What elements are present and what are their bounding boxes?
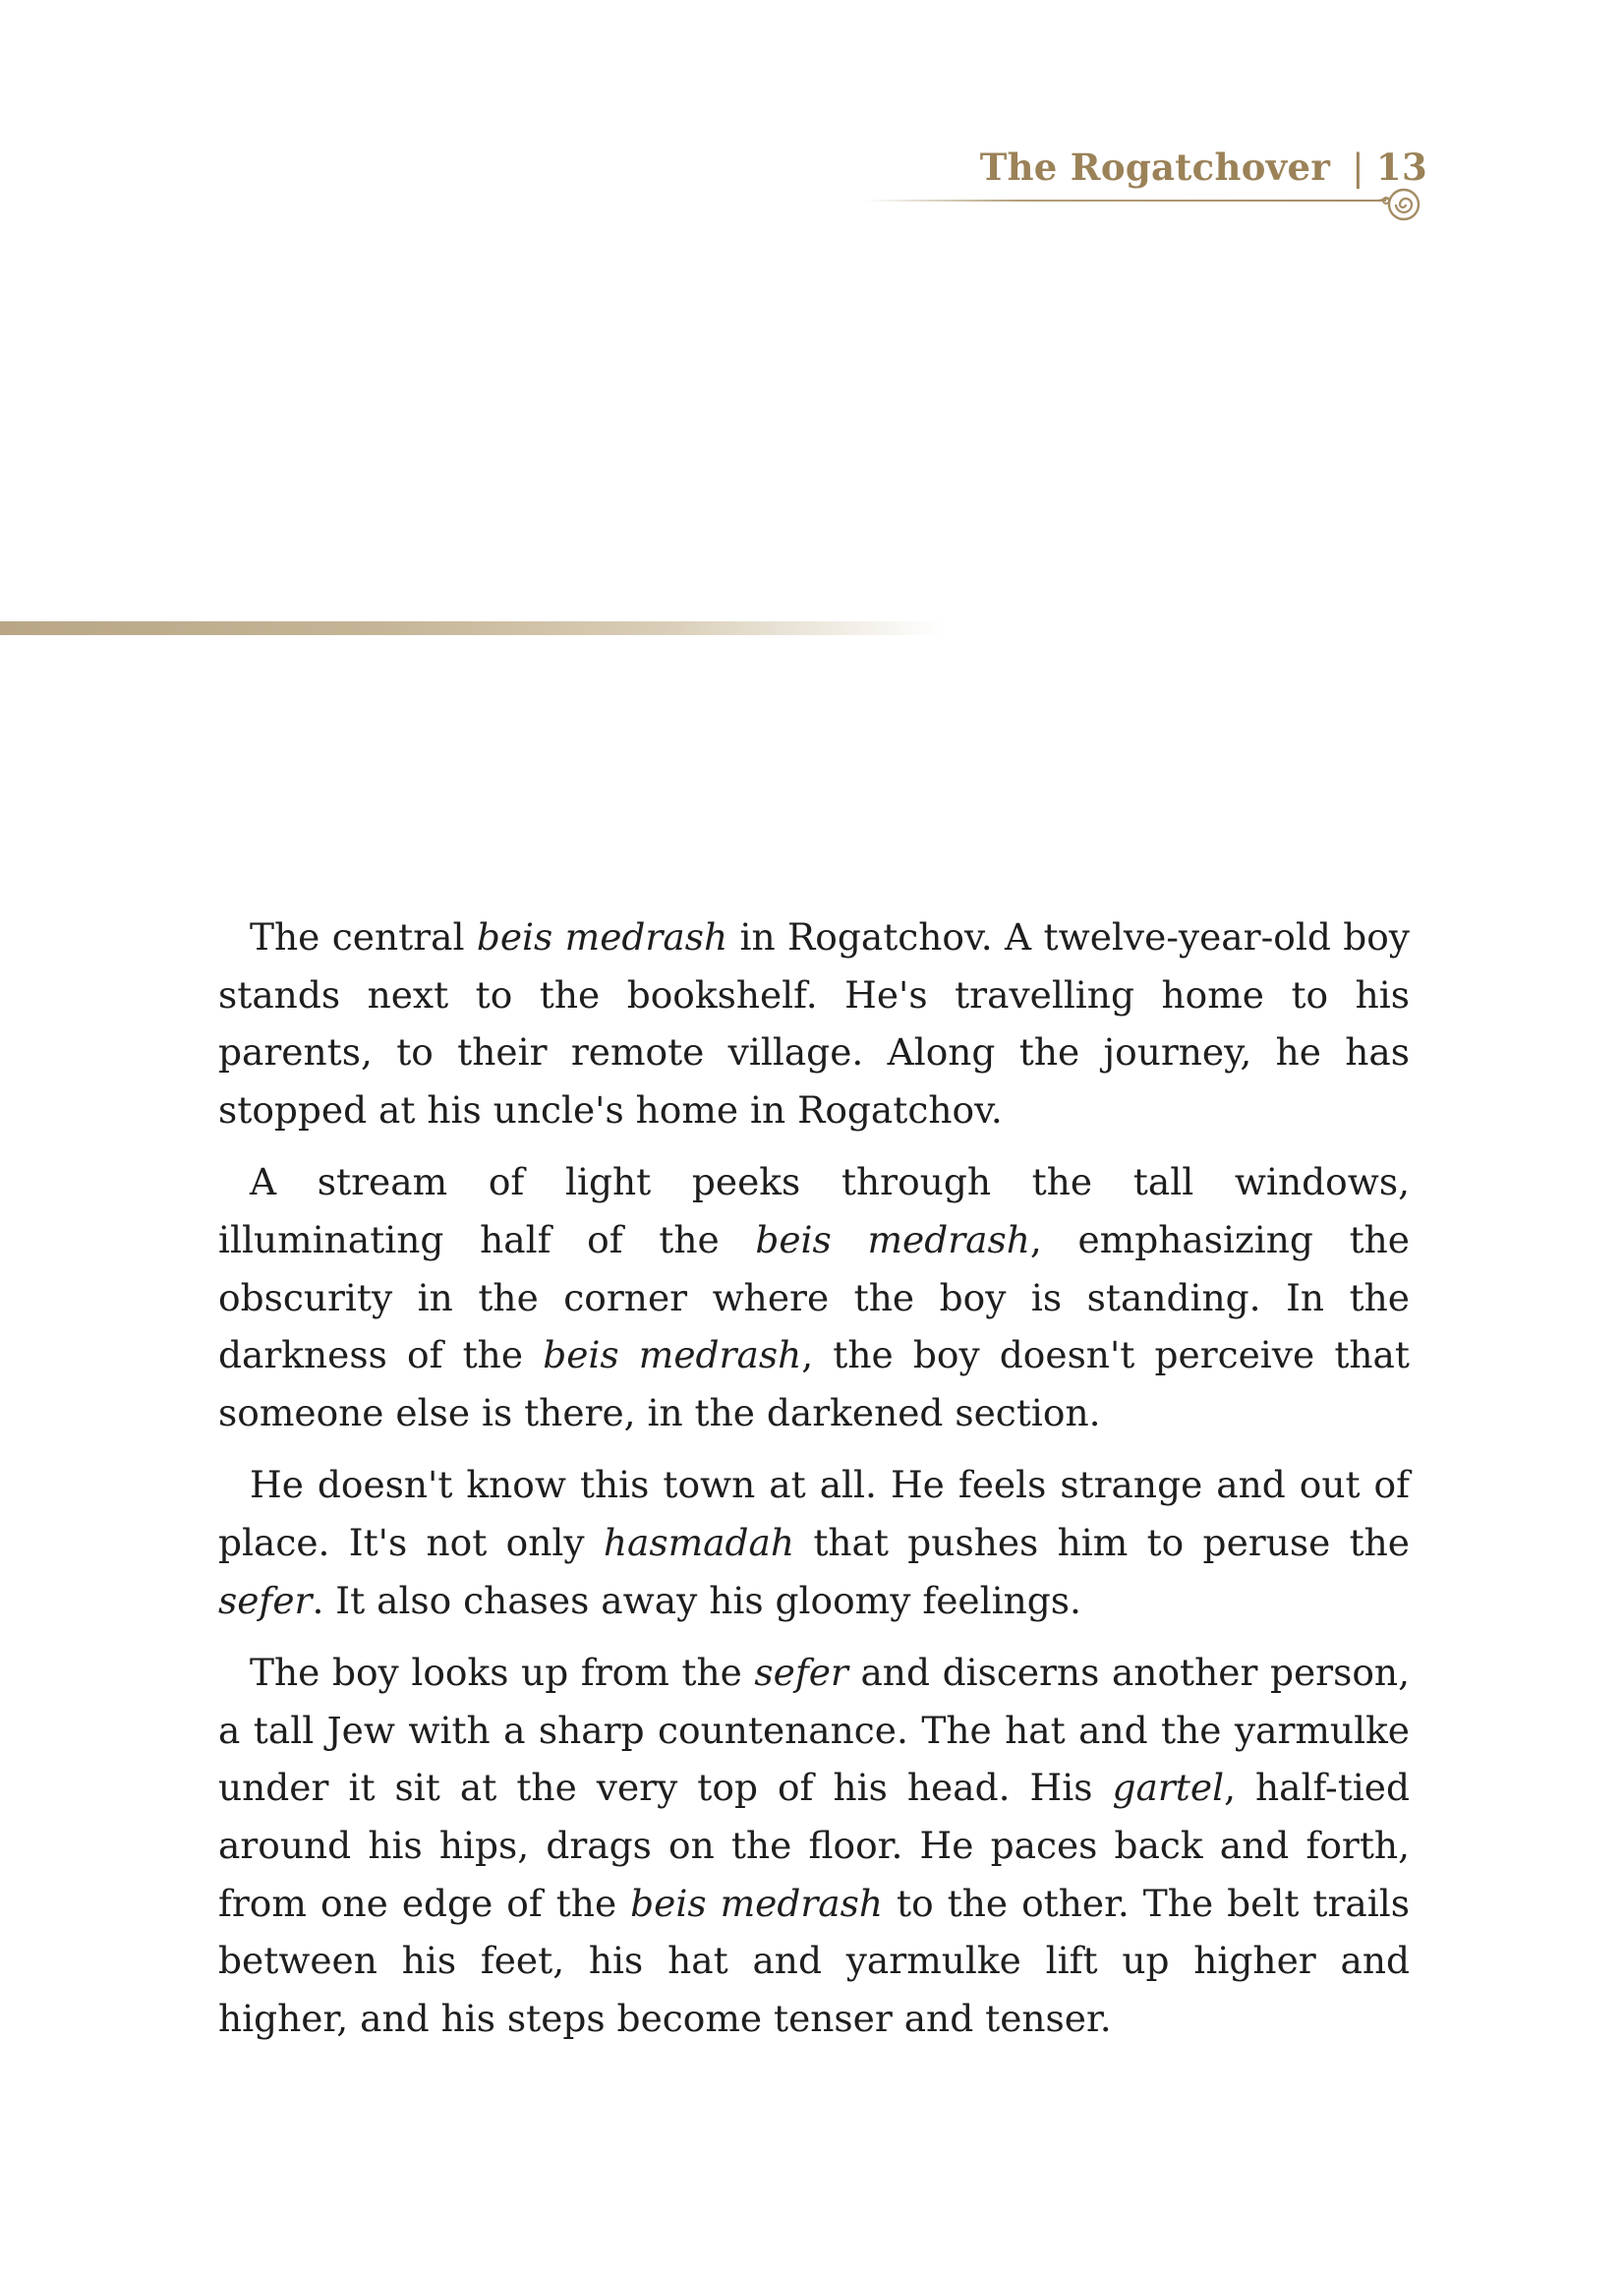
running-title: The Rogatchover	[979, 146, 1331, 189]
header-rule	[865, 200, 1386, 202]
spiral-flourish-icon	[1374, 183, 1429, 226]
paragraph-2: A stream of light peeks through the tall windows, illuminating half of the beis medrash, emphasizing the obscurity in the corner where the boy is standing. In the darkness of the beis medrash, the boy doesn't perceive that someone else is there, in the darkened section.	[218, 1160, 1410, 1434]
header-separator: |	[1352, 146, 1364, 189]
paragraph-1: The central beis medrash in Rogatchov. A twelve-year-old boy stands next to the bookshelf. He's travelling home to his parents, to their remote village. Along the journey, he has stopped at his uncle's home in Rogatchov.	[218, 915, 1410, 1132]
running-header	[980, 146, 1427, 204]
paragraph-3: He doesn't know this town at all. He feels strange and out of place. It's not only hasmadah that pushes him to peruse the sefer. It also chases away his gloomy feelings.	[218, 1463, 1410, 1622]
ornament-bar	[0, 621, 944, 635]
page-number: 13	[1375, 146, 1427, 189]
body-text	[218, 908, 1410, 2062]
paragraph-4: The boy looks up from the sefer and discerns another person, a tall Jew with a sharp countenance. The hat and the yarmulke under it sit at the very top of his head. His gartel, half-tied around his hips, drags on the floor. He paces back and forth, from one edge of the beis medrash to the other. The belt trails between his feet, his hat and yarmulke lift up higher and higher, and his steps become tenser and tenser.	[218, 1651, 1410, 2040]
